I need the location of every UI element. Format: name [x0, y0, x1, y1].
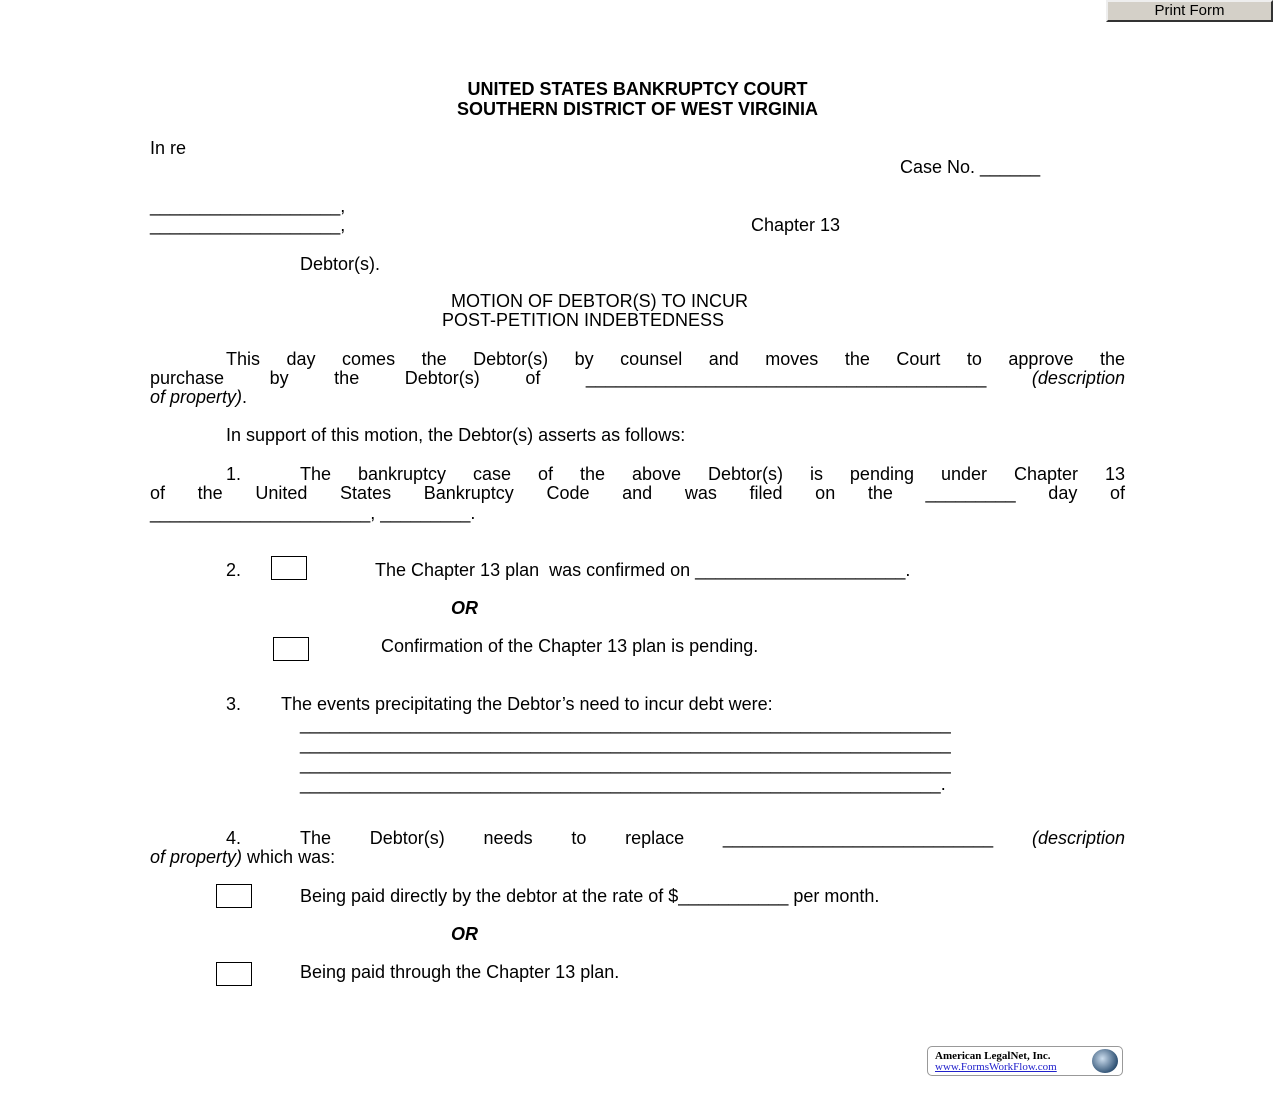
- intro-line3: [150, 387, 247, 407]
- events-line-3[interactable]: _________________________________________________________________: [300, 754, 951, 774]
- property-description-field[interactable]: ________________________________________: [585, 368, 987, 388]
- item4-number: 4.: [226, 828, 242, 848]
- district-heading: SOUTHERN DISTRICT OF WEST VIRGINIA: [456, 99, 818, 119]
- or-label: OR: [451, 924, 478, 944]
- which-was: which was:: [242, 847, 336, 867]
- events-line-4[interactable]: ________________________________________________________________.: [300, 774, 946, 794]
- item3-text: The events precipitating the Debtor’s need to incur debt were:: [281, 694, 773, 714]
- item3-number: 3.: [226, 694, 242, 714]
- period: .: [242, 387, 248, 407]
- chapter-label: Chapter 13: [751, 215, 841, 235]
- item1-line2[interactable]: of the United States Bankruptcy Code and was filed on the _________ day of: [150, 483, 1125, 503]
- plan-confirmed-text[interactable]: The Chapter 13 plan was confirmed on _____________________.: [375, 560, 911, 580]
- paid-through-plan-checkbox[interactable]: [216, 962, 252, 986]
- filing-date-field[interactable]: ______________________, _________.: [150, 503, 476, 523]
- intro-line2: [150, 368, 1125, 388]
- debtor-name-field-1[interactable]: ___________________,: [150, 196, 346, 216]
- court-heading: UNITED STATES BANKRUPTCY COURT: [467, 79, 808, 99]
- item1-line1: The bankruptcy case of the above Debtor(s) is pending under Chapter 13: [300, 464, 1125, 484]
- company-url-link[interactable]: www.FormsWorkFlow.com: [935, 1061, 1057, 1073]
- motion-title-line1: MOTION OF DEBTOR(S) TO INCUR: [451, 291, 749, 311]
- debtor-name-field-2[interactable]: ___________________,: [150, 215, 346, 235]
- globe-icon: [1092, 1049, 1118, 1073]
- in-re-label: In re: [150, 138, 187, 158]
- or-label: OR: [451, 598, 478, 618]
- plan-confirmed-checkbox[interactable]: [271, 556, 307, 580]
- intro-line1: This day comes the Debtor(s) by counsel and moves the Court to approve the: [226, 349, 1125, 369]
- item4-line1: [300, 828, 1125, 848]
- description-hint: (description: [1031, 828, 1125, 848]
- property-hint: of property): [150, 847, 243, 867]
- property-hint: of property): [150, 387, 243, 407]
- print-form-button[interactable]: Print Form: [1106, 0, 1273, 22]
- company-name: American LegalNet, Inc.: [935, 1050, 1051, 1062]
- paid-directly-text[interactable]: Being paid directly by the debtor at the rate of $___________ per month.: [300, 886, 880, 906]
- american-legalnet-logo[interactable]: [927, 1046, 1123, 1076]
- motion-title-line2: POST-PETITION INDEBTEDNESS: [442, 310, 725, 330]
- paid-through-plan-text: Being paid through the Chapter 13 plan.: [300, 962, 620, 982]
- plan-pending-text: Confirmation of the Chapter 13 plan is pending.: [381, 636, 759, 656]
- events-line-1[interactable]: _________________________________________________________________: [300, 714, 951, 734]
- item4-line2: [150, 847, 335, 867]
- support-statement: In support of this motion, the Debtor(s) asserts as follows:: [226, 425, 686, 445]
- debtors-label: Debtor(s).: [300, 254, 381, 274]
- item1-number: 1.: [226, 464, 242, 484]
- events-line-2[interactable]: _________________________________________________________________: [300, 734, 951, 754]
- replace-property-field[interactable]: The Debtor(s) needs to replace ___________________________: [300, 828, 994, 848]
- item2-number: 2.: [226, 560, 242, 580]
- intro-text: purchase by the Debtor(s) of: [150, 368, 541, 388]
- description-hint: (description: [1031, 368, 1125, 388]
- plan-pending-checkbox[interactable]: [273, 637, 309, 661]
- paid-directly-checkbox[interactable]: [216, 884, 252, 908]
- case-number-field[interactable]: Case No. ______: [900, 157, 1041, 177]
